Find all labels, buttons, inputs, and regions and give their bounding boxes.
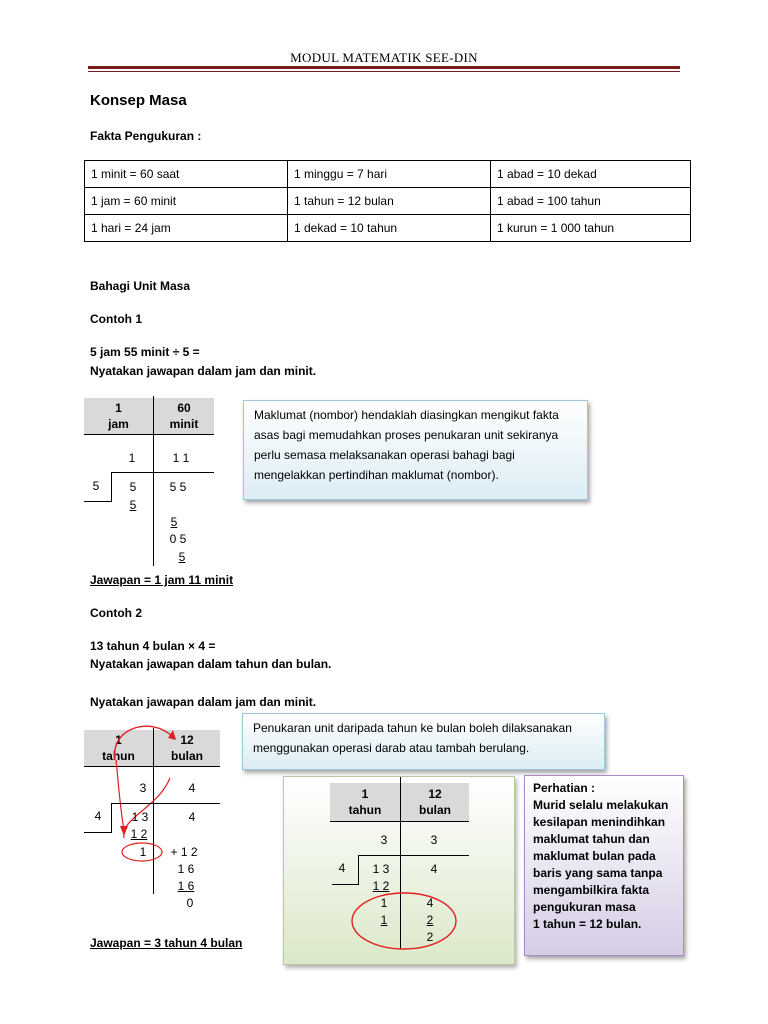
quotient-bulan: 3 [430, 833, 438, 847]
divisor: 4 [338, 861, 346, 875]
example-1-instruction: Nyatakan jawapan dalam jam dan minit. [90, 364, 317, 378]
division-bar [359, 855, 469, 856]
division-bracket [111, 803, 112, 833]
table-row [85, 161, 691, 188]
header-value: 1 [115, 401, 122, 415]
header-cell-bulan [401, 783, 469, 821]
table-cell: 1 dekad = 10 tahun [288, 215, 491, 242]
bulan-value-3: 2 [426, 930, 434, 944]
table-row [85, 188, 691, 215]
remainder-tahun: 1 [139, 845, 147, 859]
arrow-head-top [168, 730, 176, 740]
quotient-jam: 1 [128, 451, 136, 465]
result-tahun: 1 [380, 913, 388, 927]
header-rule-thin [88, 71, 680, 72]
remainder-tahun: 1 [380, 896, 388, 910]
quotient-tahun: 3 [380, 833, 388, 847]
bulan-value-1: 4 [426, 896, 434, 910]
header-underline [330, 821, 469, 822]
note-box-separation [243, 400, 588, 500]
subtract-minit-2: 5 [178, 550, 186, 564]
note-text: Penukaran unit daripada tahun ke bulan boleh dilaksanakan menggunakan operasi darab atau tambah berulang. [253, 721, 572, 755]
header-value: 12 [428, 787, 442, 801]
quotient-minit: 1 1 [172, 451, 190, 465]
example-1-answer: Jawapan = 1 jam 11 minit [90, 573, 234, 587]
table-row [85, 215, 691, 242]
header-value: 1 [115, 733, 122, 747]
table-cell: 1 hari = 24 jam [85, 215, 288, 242]
page-title: Konsep Masa [90, 92, 187, 109]
subtract-bulan: 1 6 [177, 879, 195, 893]
division-bracket-base [84, 501, 112, 502]
page-header: MODUL MATEMATIK SEE-DIN [290, 50, 478, 65]
mistake-circle [348, 889, 468, 953]
header-cell-minit [154, 398, 214, 434]
header-underline [84, 434, 214, 435]
attention-box [524, 775, 684, 956]
table-cell: 1 kurun = 1 000 tahun [491, 215, 691, 242]
example-2-instruction-2: Nyatakan jawapan dalam jam dan minit. [90, 695, 317, 709]
bulan-value-2: 2 [426, 913, 434, 927]
quotient-tahun: 3 [139, 781, 147, 795]
note-box-conversion [242, 713, 605, 770]
header-unit: jam [108, 417, 129, 431]
subtract-tahun: 1 2 [372, 879, 390, 893]
divisor: 4 [94, 809, 102, 823]
division-bracket [111, 472, 112, 502]
facts-label: Fakta Pengukuran : [90, 129, 202, 143]
wrong-method-box [283, 776, 515, 965]
arrow-top-curve [115, 726, 172, 760]
division-bar [112, 803, 220, 804]
header-cell-tahun [330, 783, 400, 821]
dividend-tahun: 1 3 [131, 810, 149, 824]
table-cell: 1 minggu = 7 hari [288, 161, 491, 188]
table-cell: 1 minit = 60 saat [85, 161, 288, 188]
header-unit: tahun [102, 749, 135, 763]
example-1-title: Contoh 1 [90, 312, 142, 326]
attention-body: Murid selalu melakukan kesilapan menindihkan maklumat tahun dan maklumat bulan pada baris yang sama tanpa mengambilkira fakta pengukuran masa [533, 798, 669, 914]
remainder-minit: 0 5 [169, 532, 187, 546]
subtract-minit-1: 5 [170, 515, 178, 529]
header-unit: bulan [419, 803, 451, 817]
example-2-instruction: Nyatakan jawapan dalam tahun dan bulan. [90, 657, 332, 671]
divisor: 5 [92, 479, 100, 493]
dividend-tahun: 1 3 [372, 862, 390, 876]
header-unit: minit [169, 417, 199, 431]
column-divider [153, 396, 154, 566]
dividend-minit: 5 5 [169, 480, 187, 494]
attention-fact: 1 tahun = 12 bulan. [533, 917, 642, 931]
division-bracket-base [332, 884, 359, 885]
header-cell-jam [84, 398, 153, 434]
quotient-bulan: 4 [188, 781, 196, 795]
header-value: 60 [177, 401, 191, 415]
dividend-bulan: 4 [188, 810, 196, 824]
table-cell: 1 tahun = 12 bulan [288, 188, 491, 215]
division-bracket-base [84, 832, 112, 833]
dividend-jam: 5 [129, 480, 137, 494]
header-unit: tahun [348, 803, 382, 817]
header-rule [88, 66, 680, 69]
table-cell: 1 abad = 10 dekad [491, 161, 691, 188]
table-cell: 1 abad = 100 tahun [491, 188, 691, 215]
header-unit: bulan [171, 749, 203, 763]
dividend-bulan: 4 [430, 862, 438, 876]
division-bracket [358, 855, 359, 885]
subtract-tahun: 1 2 [130, 827, 148, 841]
example-1-question: 5 jam 55 minit ÷ 5 = [90, 345, 200, 359]
remainder-bulan: 0 [186, 896, 194, 910]
conversion-arrow-overlay [80, 718, 240, 868]
table-cell: 1 jam = 60 minit [85, 188, 288, 215]
note-text: Maklumat (nombor) hendaklah diasingkan mengikut fakta asas bagi memudahkan proses penukaran unit sekiranya perlu semasa melaksanakan operasi bahagi bagi mengelakkan pertindihan maklumat (nombor). [254, 408, 559, 482]
facts-table [84, 160, 691, 242]
subtract-jam: 5 [129, 498, 137, 512]
header-value: 12 [180, 733, 194, 747]
header-value: 1 [361, 787, 369, 801]
section-title: Bahagi Unit Masa [90, 279, 191, 293]
division-bar [112, 472, 214, 473]
example-2-answer: Jawapan = 3 tahun 4 bulan [90, 936, 243, 950]
example-2-title: Contoh 2 [90, 606, 142, 620]
total-bulan: 1 6 [177, 862, 195, 876]
example-2-question: 13 tahun 4 bulan × 4 = [90, 639, 216, 653]
attention-title: Perhatian : [533, 781, 596, 795]
mistake-ellipse [352, 893, 456, 949]
added-bulan: + 1 2 [170, 845, 198, 859]
